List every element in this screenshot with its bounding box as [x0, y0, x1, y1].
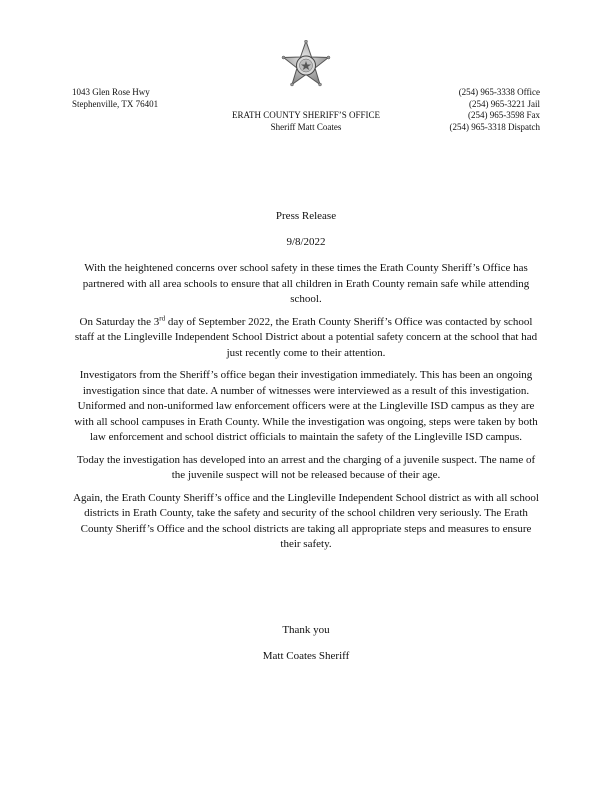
paragraph-5: Again, the Erath County Sheriff’s office and the Lingleville Independent School district as with all school districts in Erath County, take the safety and security of the school children very seriously. The Erath County Sheriff’s Office and the school districts are taking all appropriate steps and measures to ensure their safety. — [73, 491, 539, 550]
phone-fax: (254) 965-3598 Fax — [468, 110, 540, 120]
paragraph-3: Investigators from the Sheriff’s office began their investigation immediately. This has been an ongoing investigation since that date. A number of witnesses were interviewed as a result of this investigation. Uniformed and non-uniformed law enforcement officers were at the Lingleville ISD campus as they are with all school campuses in Erath County. While the investigation was ongoing, steps were taken by both law enforcement and school district officials to maintain the safety of the Lingleville ISD campus. — [74, 369, 538, 443]
ordinal-suffix: rd — [159, 313, 166, 322]
phone-office: (254) 965-3338 Office — [458, 87, 540, 97]
signature: Matt Coates Sheriff — [262, 650, 350, 662]
paragraph-2 — [72, 315, 540, 362]
sheriff-name: Sheriff Matt Coates — [270, 121, 342, 132]
phone-jail: (254) 965-3221 Jail — [469, 98, 540, 109]
office-name: ERATH COUNTY SHERIFF’S OFFICE — [232, 110, 380, 120]
phone-numbers — [450, 87, 540, 133]
paragraph-2-start: On Saturday the 3 — [79, 315, 160, 328]
release-date: 9/8/2022 — [286, 236, 326, 248]
office-address — [72, 87, 158, 110]
sheriff-star-badge-icon — [281, 40, 331, 90]
paragraph-2-rest: day of September 2022, the Erath County Sheriff’s Office was contacted by school staff at the Lingleville Independent School District about a potential safety concern at the school that had just recently come to their attention. — [74, 315, 538, 359]
address-street: 1043 Glen Rose Hwy — [72, 87, 150, 97]
address-city: Stephenville, TX 76401 — [72, 98, 159, 109]
release-title: Press Release — [275, 210, 337, 222]
phone-dispatch: (254) 965-3318 Dispatch — [449, 121, 540, 132]
closing-thanks: Thank you — [282, 624, 330, 636]
release-body — [72, 261, 540, 560]
paragraph-1: With the heightened concerns over school safety in these times the Erath County Sheriff’s Office has partnered with all area schools to ensure that all children in Erath County remain safe while attending school. — [82, 262, 530, 305]
paragraph-4: Today the investigation has developed into an arrest and the charging of a juvenile suspect. The name of the juvenile suspect will not be released because of their age. — [76, 453, 536, 481]
